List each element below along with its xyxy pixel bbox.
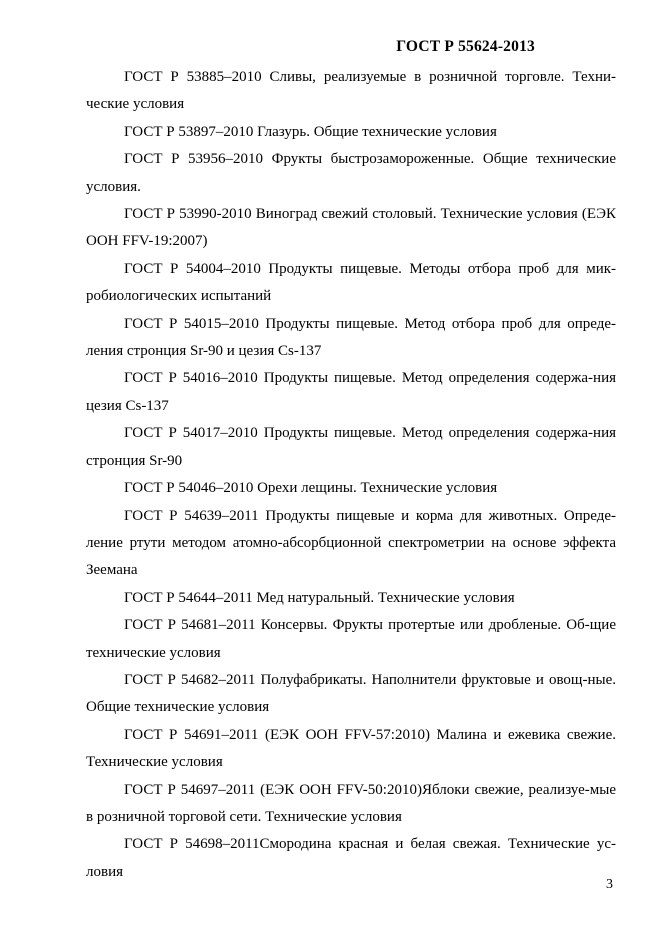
standard-entry: ГОСТ Р 54691–2011 (ЕЭК ООН FFV-57:2010) Малина и ежевика свежие. Технические условия [86,726,616,771]
standards-list [86,64,616,886]
standard-entry: ГОСТ Р 53897–2010 Глазурь. Общие технические условия [124,123,497,140]
document-header: ГОСТ Р 55624-2013 [396,38,535,55]
standard-entry: ГОСТ Р 54046–2010 Орехи лещины. Технические условия [124,480,498,497]
standard-entry: ГОСТ Р 54017–2010 Продукты пищевые. Метод определения содержа-ния стронция Sr-90 [86,425,616,469]
standard-entry: ГОСТ Р 54015–2010 Продукты пищевые. Метод отбора проб для опреде-ления стронция Sr-90 и цезия Cs-137 [86,315,616,360]
standard-entry: ГОСТ Р 54016–2010 Продукты пищевые. Метод определения содержа-ния цезия Cs-137 [86,370,616,414]
standard-entry: ГОСТ Р 54682–2011 Полуфабрикаты. Наполнители фруктовые и овощ-ные. Общие технические условия [86,671,616,716]
standard-entry: ГОСТ Р 54697–2011 (ЕЭК ООН FFV-50:2010)Яблоки свежие, реализуе-мые в розничной торговой сети. Технические условия [86,781,616,825]
standard-entry: ГОСТ Р 53885–2010 Сливы, реализуемые в розничной торговле. Техни-ческие условия [86,69,616,113]
standard-entry: ГОСТ Р 53956–2010 Фрукты быстрозамороженные. Общие технические условия. [86,151,616,195]
standard-entry: ГОСТ Р 54639–2011 Продукты пищевые и корма для животных. Опреде-ление ртути методом атомно-абсорбционной спектрометрии на основе эффекта Зеемана [86,507,616,579]
standard-entry: ГОСТ Р 53990-2010 Виноград свежий столовый. Технические условия (ЕЭК ООН FFV-19:2007) [86,206,616,250]
standard-entry: ГОСТ Р 54698–2011Смородина красная и белая свежая. Технические ус-ловия [86,836,616,880]
standard-entry: ГОСТ Р 54644–2011 Мед натуральный. Технические условия [124,589,515,606]
standard-entry: ГОСТ Р 54681–2011 Консервы. Фрукты протертые или дробленые. Об-щие технические условия [86,617,616,661]
standard-entry: ГОСТ Р 54004–2010 Продукты пищевые. Методы отбора проб для мик-робиологических испытаний [86,260,616,305]
page-number: 3 [606,877,613,892]
